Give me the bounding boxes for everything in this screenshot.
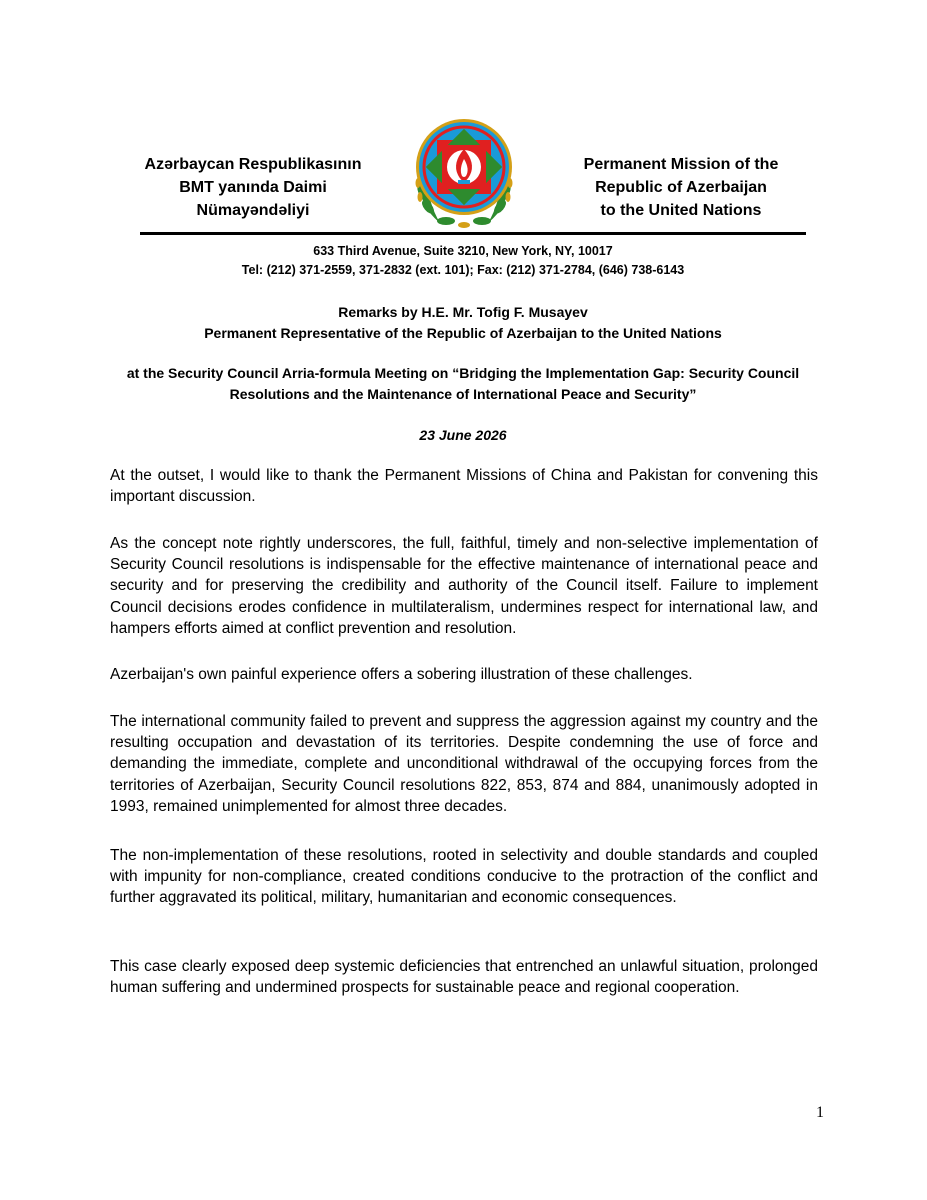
remarks-title: Remarks by H.E. Mr. Tofig F. Musayev — [338, 304, 588, 320]
body-paragraph: The international community failed to prevent and suppress the aggression against my country and the resulting occupation and devastation of its territories. Despite condemning the use of force and demanding the immediate, complete and unconditional withdrawal of the occupying forces from the territories of Azerbaijan, Security Council resolutions 822, 853, 874 and 884, unanimously adopted in 1993, remained unimplemented for almost three decades. — [110, 713, 818, 815]
mission-address: 633 Third Avenue, Suite 3210, New York, NY, 10017 — [313, 244, 613, 258]
meeting-title-line1: at the Security Council Arria-formula Meeting on “Bridging the Implementation Gap: Security Council — [126, 365, 800, 381]
mission-contacts: Tel: (212) 371-2559, 371-2832 (ext. 101); Fax: (212) 371-2784, (646) 738-6143 — [241, 263, 685, 277]
body-paragraph: At the outset, I would like to thank the Permanent Missions of China and Pakistan for convening this important discussion. — [110, 467, 818, 506]
letterhead-right-line: to the United Nations — [600, 202, 762, 219]
header-divider — [140, 232, 806, 235]
letterhead-left-line: BMT yanında Daimi — [179, 179, 327, 196]
letterhead-right-line: Republic of Azerbaijan — [595, 179, 767, 196]
page-number: 1 — [816, 1104, 824, 1121]
azerbaijan-emblem-icon — [406, 113, 522, 233]
body-paragraph: Azerbaijan's own painful experience offers a sobering illustration of these challenges. — [110, 666, 693, 683]
body-paragraph: The non-implementation of these resolutions, rooted in selectivity and double standards and coupled with impunity for non-compliance, created conditions conducive to the protraction of the conflict and further aggravated its political, military, humanitarian and economic consequences. — [110, 847, 818, 907]
letterhead-left-line: Nümayəndəliyi — [196, 202, 310, 219]
remarks-date: 23 June 2026 — [419, 427, 507, 443]
letterhead-left-line: Azərbaycan Respublikasının — [144, 156, 362, 173]
speaker-position: Permanent Representative of the Republic of Azerbaijan to the United Nations — [204, 325, 722, 341]
letterhead-english — [551, 153, 811, 222]
letterhead-azerbaijani — [123, 153, 383, 222]
meeting-title-line2: Resolutions and the Maintenance of International Peace and Security” — [229, 386, 697, 402]
body-paragraph: This case clearly exposed deep systemic deficiencies that entrenched an unlawful situation, prolonged human suffering and undermined prospects for sustainable peace and regional cooperation. — [110, 958, 818, 997]
letterhead-right-line: Permanent Mission of the — [583, 156, 779, 173]
body-paragraph: As the concept note rightly underscores, the full, faithful, timely and non-selective implementation of Security Council resolutions is indispensable for the effective maintenance of international peace and security and for preserving the credibility and authority of the Council itself. Failure to implement Council decisions erodes confidence in multilateralism, undermines respect for international law, and hampers efforts aimed at conflict prevention and resolution. — [110, 535, 818, 637]
